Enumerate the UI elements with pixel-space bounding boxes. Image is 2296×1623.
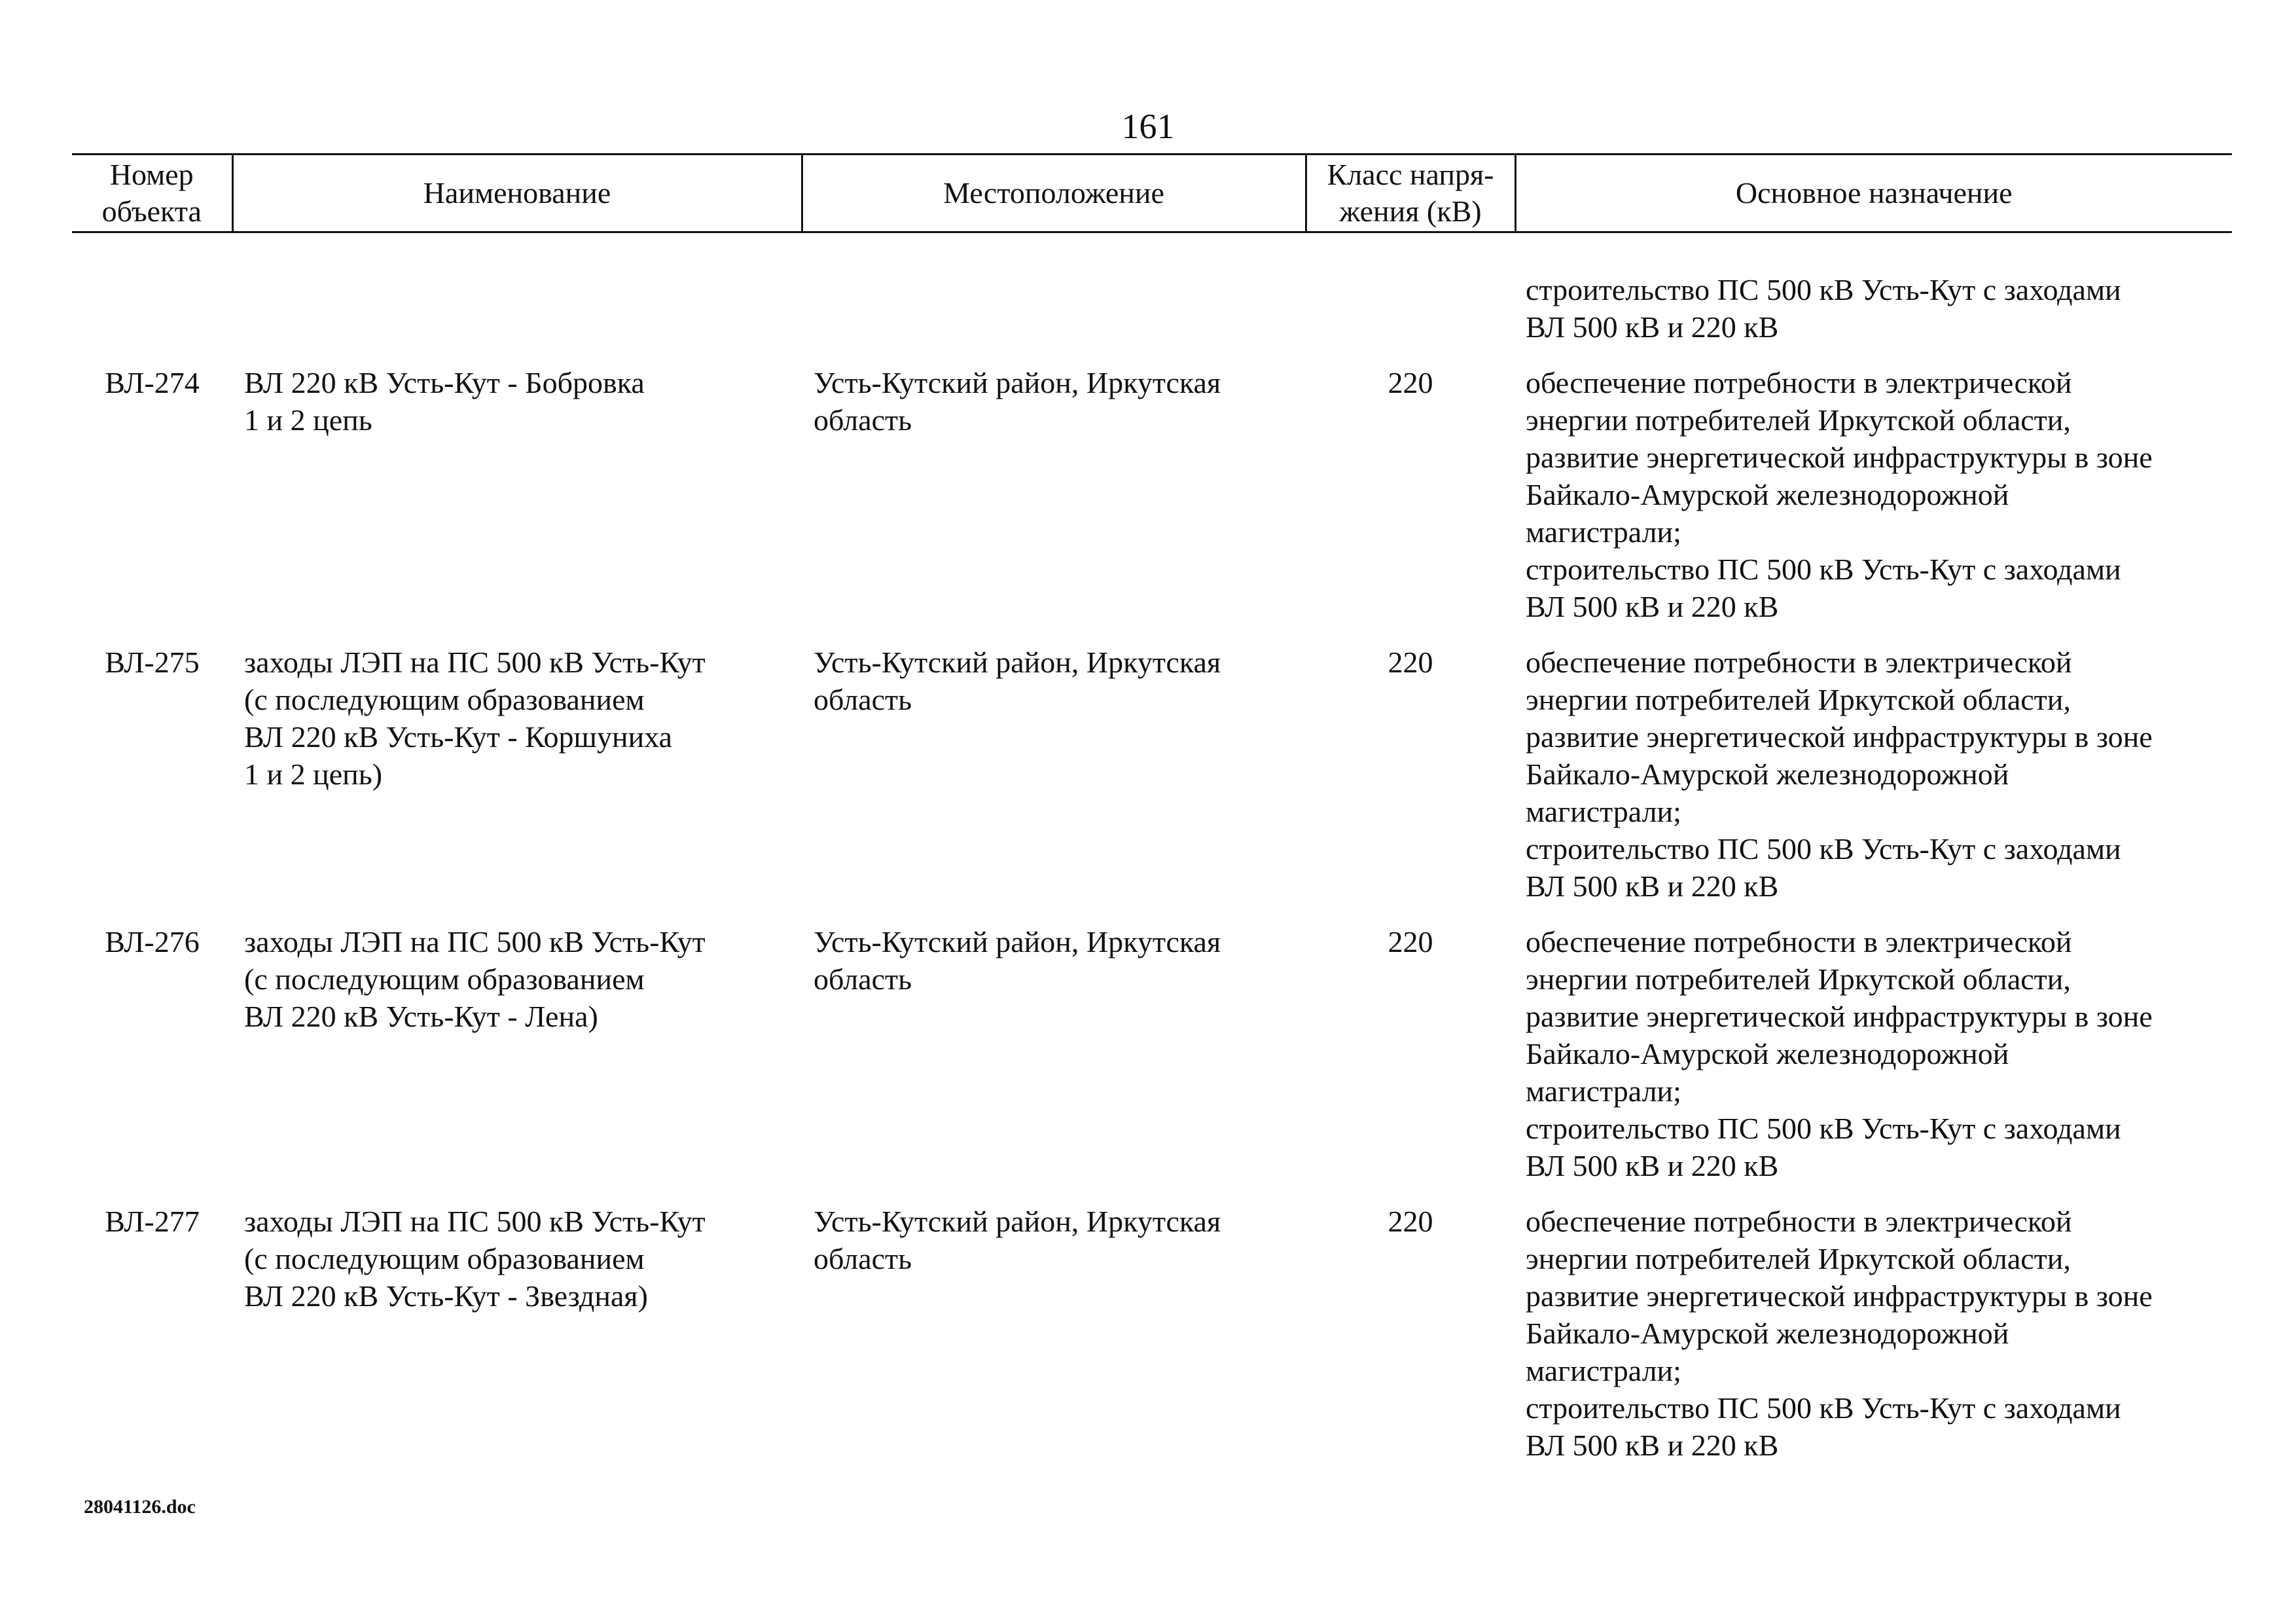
header-location: Местоположение: [802, 155, 1306, 232]
header-name: Наименование: [232, 155, 802, 232]
cell-name: [232, 232, 802, 365]
header-voltage-class: Класс напря- жения (кВ): [1306, 155, 1515, 232]
cell-name: заходы ЛЭП на ПС 500 кВ Усть-Кут (с последующим образованием ВЛ 220 кВ Усть-Кут - Лена): [244, 925, 706, 1033]
table-header-row: [72, 155, 2232, 232]
cell-name: заходы ЛЭП на ПС 500 кВ Усть-Кут (с последующим образованием ВЛ 220 кВ Усть-Кут - Звездная): [244, 1205, 706, 1313]
page-number: 161: [1121, 107, 1175, 146]
cell-name: заходы ЛЭП на ПС 500 кВ Усть-Кут (с последующим образованием ВЛ 220 кВ Усть-Кут - Коршуниха 1 и 2 цепь): [244, 646, 706, 791]
cell-purpose: строительство ПС 500 кВ Усть-Кут с заходами ВЛ 500 кВ и 220 кВ: [1526, 273, 2121, 344]
cell-location: Усть-Кутский район, Иркутская область: [814, 925, 1221, 996]
table-row: [72, 923, 2232, 1203]
cell-purpose: обеспечение потребности в электрической энергии потребителей Иркутской области, развитие энергетической инфраструктуры в зоне Байкало-Амурской железнодорожной магистрали; строительство ПС 500 кВ Усть-Кут с заходами ВЛ 500 кВ и 220 кВ: [1526, 925, 2153, 1182]
objects-table: [72, 153, 2232, 1482]
cell-location: [802, 232, 1306, 365]
cell-purpose: обеспечение потребности в электрической энергии потребителей Иркутской области, развитие энергетической инфраструктуры в зоне Байкало-Амурской железнодорожной магистрали; строительство ПС 500 кВ Усть-Кут с заходами ВЛ 500 кВ и 220 кВ: [1526, 366, 2153, 623]
cell-voltage: 220: [1388, 646, 1433, 679]
cell-voltage: [1306, 232, 1515, 365]
cell-voltage: 220: [1388, 366, 1433, 399]
table-row: [72, 364, 2232, 644]
cell-location: Усть-Кутский район, Иркутская область: [814, 646, 1221, 716]
table-row: [72, 232, 2232, 365]
cell-voltage: 220: [1388, 925, 1433, 958]
cell-purpose: обеспечение потребности в электрической энергии потребителей Иркутской области, развитие энергетической инфраструктуры в зоне Байкало-Амурской железнодорожной магистрали; строительство ПС 500 кВ Усть-Кут с заходами ВЛ 500 кВ и 220 кВ: [1526, 646, 2153, 903]
cell-object-number: ВЛ-276: [105, 925, 200, 958]
cell-name: ВЛ 220 кВ Усть-Кут - Бобровка 1 и 2 цепь: [244, 366, 645, 437]
cell-purpose: обеспечение потребности в электрической энергии потребителей Иркутской области, развитие энергетической инфраструктуры в зоне Байкало-Амурской железнодорожной магистрали; строительство ПС 500 кВ Усть-Кут с заходами ВЛ 500 кВ и 220 кВ: [1526, 1205, 2153, 1462]
footer-file-name: 28041126.doc: [84, 1496, 196, 1518]
cell-location: Усть-Кутский район, Иркутская область: [814, 366, 1221, 437]
cell-object-number: ВЛ-274: [105, 366, 200, 399]
cell-object-number: ВЛ-275: [105, 646, 200, 679]
table-row: [72, 644, 2232, 923]
cell-voltage: 220: [1388, 1205, 1433, 1238]
cell-object-number: ВЛ-277: [105, 1205, 200, 1238]
cell-location: Усть-Кутский район, Иркутская область: [814, 1205, 1221, 1275]
table-row: [72, 1203, 2232, 1482]
header-purpose: Основное назначение: [1515, 155, 2232, 232]
header-object-number: Номер объекта: [72, 155, 232, 232]
cell-object-number: [72, 232, 232, 365]
